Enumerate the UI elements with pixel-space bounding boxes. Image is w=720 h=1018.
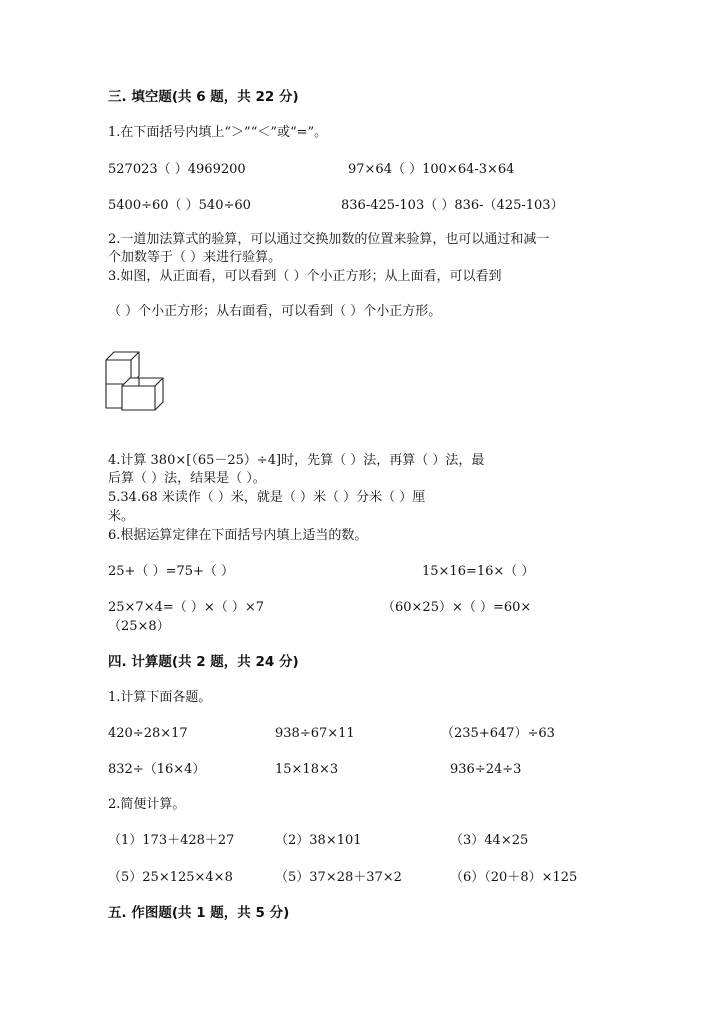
calc-item: 15×18×3 <box>275 762 339 777</box>
calc-item: 938÷67×11 <box>275 726 355 741</box>
q6-item-2: 15×16=16×（ ） <box>422 564 535 579</box>
q6-title: 6.根据运算定律在下面括号内填上适当的数。 <box>108 528 368 543</box>
calc-item: （235+647）÷63 <box>441 726 555 741</box>
q4-line-1: 4.计算 380×[（65－25）÷4]时，先算（ ）法，再算（ ）法，最 <box>108 453 485 468</box>
q6-item-3: 25×7×4=（ ）×（ ）×7 <box>108 600 265 615</box>
section-5-heading: 五. 作图题(共 1 题，共 5 分) <box>108 905 290 921</box>
q1-title: 1.在下面括号内填上“＞”“＜”或“=”。 <box>108 125 328 140</box>
simplify-item: （6）（20＋8）×125 <box>450 870 578 885</box>
calc-item: 420÷28×17 <box>108 726 188 741</box>
q1-item-3: 5400÷60（ ）540÷60 <box>108 198 251 213</box>
q1-item-4: 836-425-103（ ）836-（425-103） <box>341 198 564 213</box>
simplify-item: （3）44×25 <box>450 833 529 848</box>
q2-line-2: 个加数等于（ ）来进行验算。 <box>108 250 282 265</box>
cube-stack-figure <box>105 351 167 413</box>
calc-item: 936÷24÷3 <box>450 762 522 777</box>
q1-item-1: 527023（ ）4969200 <box>108 162 246 177</box>
calc-item: 832÷（16×4） <box>108 762 206 777</box>
simplify-item: （2）38×101 <box>275 833 362 848</box>
simplify-item: （5）25×125×4×8 <box>108 870 233 885</box>
q3-line-2: （ ）个小正方形；从右面看，可以看到（ ）个小正方形。 <box>108 304 442 319</box>
q5-line-1: 5.34.68 米读作（ ）米，就是（ ）米（ ）分米（ ）厘 <box>108 490 426 505</box>
q6-item-1: 25+（ ）=75+（ ） <box>108 564 235 579</box>
q6-item-4-cont: （25×8） <box>108 619 170 634</box>
section-3-heading: 三. 填空题(共 6 题，共 22 分) <box>108 89 299 105</box>
q2-line-1: 2.一道加法算式的验算，可以通过交换加数的位置来验算，也可以通过和减一 <box>108 232 550 247</box>
simplify-item: （5）37×28＋37×2 <box>275 870 402 885</box>
q4-line-2: 后算（ ）法，结果是（ ）。 <box>108 471 266 486</box>
q6-item-4: （60×25）×（ ）=60× <box>382 600 532 615</box>
q5-line-2: 米。 <box>108 509 135 524</box>
simplify-title: 2.简便计算。 <box>108 797 186 812</box>
calc-title: 1.计算下面各题。 <box>108 690 212 705</box>
simplify-item: （1）173＋428＋27 <box>108 833 235 848</box>
q1-item-2: 97×64（ ）100×64-3×64 <box>348 162 515 177</box>
q3-line-1: 3.如图，从正面看，可以看到（ ）个小正方形；从上面看，可以看到 <box>108 269 502 284</box>
section-4-heading: 四. 计算题(共 2 题，共 24 分) <box>108 654 299 670</box>
